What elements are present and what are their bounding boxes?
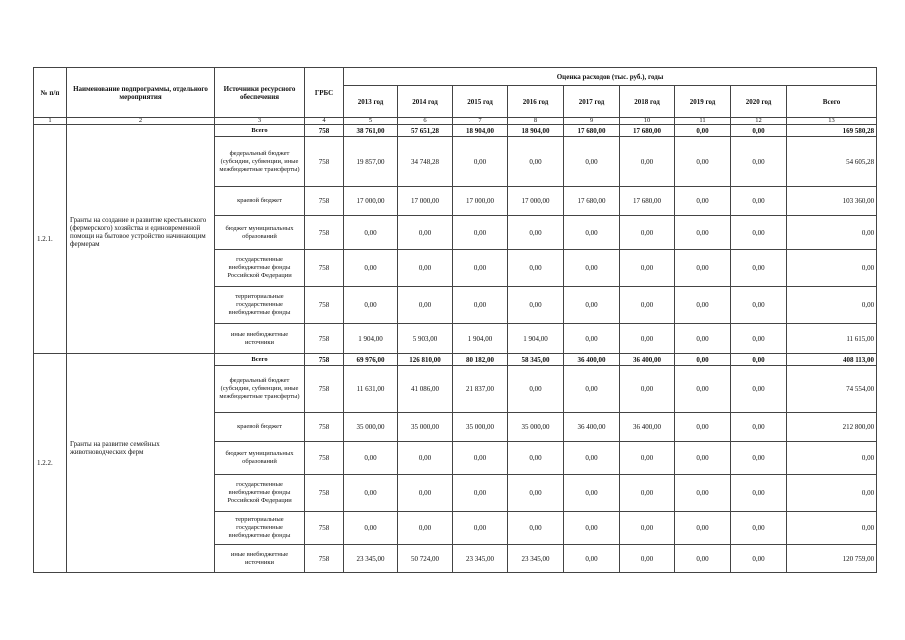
year-value: 41 086,00 <box>398 366 453 413</box>
header-year: 2014 год <box>398 86 453 118</box>
header-no: № п/п <box>34 68 67 118</box>
total-value: 54 605,28 <box>787 137 877 187</box>
year-value: 19 857,00 <box>344 137 398 187</box>
year-value: 36 400,00 <box>564 413 620 442</box>
funding-source: Всего <box>215 354 305 366</box>
column-index: 8 <box>508 118 564 125</box>
year-value: 0,00 <box>453 216 508 250</box>
year-value: 0,00 <box>731 545 787 573</box>
year-value: 0,00 <box>731 442 787 475</box>
year-value: 0,00 <box>675 187 731 216</box>
year-value: 126 810,00 <box>398 354 453 366</box>
year-value: 0,00 <box>398 216 453 250</box>
funding-source: федеральный бюджет (субсидии, субвенции, иные межбюджетные трансферты) <box>215 366 305 413</box>
grbs-code: 758 <box>305 125 344 137</box>
column-index: 4 <box>305 118 344 125</box>
year-value: 0,00 <box>398 512 453 545</box>
year-value: 35 000,00 <box>344 413 398 442</box>
column-index: 1 <box>34 118 67 125</box>
header-year: 2017 год <box>564 86 620 118</box>
table-row <box>34 125 877 137</box>
year-value: 57 651,28 <box>398 125 453 137</box>
header-year: 2019 год <box>675 86 731 118</box>
year-value: 0,00 <box>453 137 508 187</box>
year-value: 0,00 <box>731 187 787 216</box>
year-value: 0,00 <box>564 475 620 512</box>
year-value: 35 000,00 <box>508 413 564 442</box>
year-value: 5 903,00 <box>398 324 453 354</box>
year-value: 17 680,00 <box>564 125 620 137</box>
year-value: 0,00 <box>398 250 453 287</box>
year-value: 0,00 <box>620 475 675 512</box>
column-index: 6 <box>398 118 453 125</box>
year-value: 0,00 <box>508 442 564 475</box>
total-value: 103 360,00 <box>787 187 877 216</box>
year-value: 0,00 <box>564 250 620 287</box>
funding-source: краевой бюджет <box>215 187 305 216</box>
year-value: 0,00 <box>731 287 787 324</box>
grbs-code: 758 <box>305 545 344 573</box>
year-value: 0,00 <box>675 250 731 287</box>
year-value: 17 000,00 <box>453 187 508 216</box>
year-value: 0,00 <box>675 442 731 475</box>
year-value: 0,00 <box>675 545 731 573</box>
year-value: 1 904,00 <box>508 324 564 354</box>
header-year: Всего <box>787 86 877 118</box>
year-value: 0,00 <box>508 366 564 413</box>
year-value: 0,00 <box>620 442 675 475</box>
grbs-code: 758 <box>305 354 344 366</box>
header-year: 2013 год <box>344 86 398 118</box>
total-value: 212 800,00 <box>787 413 877 442</box>
item-number: 1.2.1. <box>34 125 67 354</box>
column-index: 7 <box>453 118 508 125</box>
year-value: 0,00 <box>564 442 620 475</box>
year-value: 0,00 <box>675 287 731 324</box>
funding-source: иные внебюджетные источники <box>215 324 305 354</box>
total-value: 0,00 <box>787 216 877 250</box>
year-value: 0,00 <box>564 216 620 250</box>
grbs-code: 758 <box>305 475 344 512</box>
grbs-code: 758 <box>305 287 344 324</box>
year-value: 17 000,00 <box>398 187 453 216</box>
funding-source: Всего <box>215 125 305 137</box>
column-index: 2 <box>67 118 215 125</box>
year-value: 0,00 <box>620 545 675 573</box>
year-value: 0,00 <box>453 442 508 475</box>
year-value: 0,00 <box>675 216 731 250</box>
year-value: 0,00 <box>564 287 620 324</box>
year-value: 0,00 <box>675 475 731 512</box>
grbs-code: 758 <box>305 137 344 187</box>
year-value: 0,00 <box>508 475 564 512</box>
year-value: 0,00 <box>731 250 787 287</box>
year-value: 0,00 <box>508 287 564 324</box>
funding-source: краевой бюджет <box>215 413 305 442</box>
year-value: 0,00 <box>675 137 731 187</box>
year-value: 80 182,00 <box>453 354 508 366</box>
grbs-code: 758 <box>305 442 344 475</box>
year-value: 0,00 <box>675 366 731 413</box>
year-value: 36 400,00 <box>620 413 675 442</box>
year-value: 36 400,00 <box>620 354 675 366</box>
year-value: 0,00 <box>675 125 731 137</box>
column-index: 13 <box>787 118 877 125</box>
year-value: 0,00 <box>731 125 787 137</box>
table-row <box>34 354 877 366</box>
year-value: 50 724,00 <box>398 545 453 573</box>
year-value: 0,00 <box>731 354 787 366</box>
year-value: 0,00 <box>508 216 564 250</box>
year-value: 0,00 <box>344 216 398 250</box>
year-value: 0,00 <box>453 250 508 287</box>
funding-source: бюджет муниципальных образований <box>215 442 305 475</box>
item-name: Гранты на создание и развитие крестьянского (фермерского) хозяйства и единовременной помощи на бытовое устройство начинающим фермерам <box>67 125 215 354</box>
year-value: 0,00 <box>398 287 453 324</box>
year-value: 0,00 <box>564 324 620 354</box>
column-index: 11 <box>675 118 731 125</box>
funding-source: иные внебюджетные источники <box>215 545 305 573</box>
year-value: 0,00 <box>398 442 453 475</box>
year-value: 17 680,00 <box>620 125 675 137</box>
year-value: 58 345,00 <box>508 354 564 366</box>
year-value: 0,00 <box>675 512 731 545</box>
year-value: 21 837,00 <box>453 366 508 413</box>
year-value: 0,00 <box>508 512 564 545</box>
header-year: 2016 год <box>508 86 564 118</box>
year-value: 38 761,00 <box>344 125 398 137</box>
grbs-code: 758 <box>305 187 344 216</box>
year-value: 17 680,00 <box>564 187 620 216</box>
funding-source: государственные внебюджетные фонды Российской Федерации <box>215 475 305 512</box>
column-index: 12 <box>731 118 787 125</box>
year-value: 0,00 <box>453 287 508 324</box>
total-value: 0,00 <box>787 287 877 324</box>
total-value: 11 615,00 <box>787 324 877 354</box>
funding-source: территориальные государственные внебюджетные фонды <box>215 512 305 545</box>
grbs-code: 758 <box>305 324 344 354</box>
year-value: 0,00 <box>508 137 564 187</box>
year-value: 0,00 <box>620 512 675 545</box>
year-value: 18 904,00 <box>453 125 508 137</box>
year-value: 17 680,00 <box>620 187 675 216</box>
year-value: 69 976,00 <box>344 354 398 366</box>
expenditure-table <box>33 67 877 573</box>
year-value: 23 345,00 <box>508 545 564 573</box>
column-index: 5 <box>344 118 398 125</box>
header-source: Источники ресурсного обеспечения <box>215 68 305 118</box>
header-name: Наименование подпрограммы, отдельного мероприятия <box>67 68 215 118</box>
year-value: 23 345,00 <box>344 545 398 573</box>
year-value: 0,00 <box>675 354 731 366</box>
total-value: 0,00 <box>787 512 877 545</box>
year-value: 0,00 <box>675 324 731 354</box>
year-value: 0,00 <box>675 413 731 442</box>
total-value: 0,00 <box>787 250 877 287</box>
grbs-code: 758 <box>305 366 344 413</box>
column-index: 9 <box>564 118 620 125</box>
year-value: 1 904,00 <box>344 324 398 354</box>
year-value: 0,00 <box>508 250 564 287</box>
column-index: 3 <box>215 118 305 125</box>
year-value: 0,00 <box>620 216 675 250</box>
grbs-code: 758 <box>305 413 344 442</box>
year-value: 0,00 <box>344 475 398 512</box>
year-value: 36 400,00 <box>564 354 620 366</box>
year-value: 34 748,28 <box>398 137 453 187</box>
funding-source: бюджет муниципальных образований <box>215 216 305 250</box>
year-value: 0,00 <box>620 324 675 354</box>
header-year: 2020 год <box>731 86 787 118</box>
total-value: 0,00 <box>787 475 877 512</box>
funding-source: государственные внебюджетные фонды Российской Федерации <box>215 250 305 287</box>
year-value: 1 904,00 <box>453 324 508 354</box>
year-value: 0,00 <box>731 413 787 442</box>
year-value: 17 000,00 <box>508 187 564 216</box>
funding-source: федеральный бюджет (субсидии, субвенции, иные межбюджетные трансферты) <box>215 137 305 187</box>
grbs-code: 758 <box>305 216 344 250</box>
year-value: 0,00 <box>344 287 398 324</box>
year-value: 17 000,00 <box>344 187 398 216</box>
year-value: 0,00 <box>620 366 675 413</box>
item-number: 1.2.2. <box>34 354 67 573</box>
year-value: 0,00 <box>453 512 508 545</box>
year-value: 0,00 <box>731 366 787 413</box>
header-year: 2015 год <box>453 86 508 118</box>
year-value: 18 904,00 <box>508 125 564 137</box>
grbs-code: 758 <box>305 250 344 287</box>
column-index: 10 <box>620 118 675 125</box>
year-value: 0,00 <box>344 250 398 287</box>
total-value: 169 580,28 <box>787 125 877 137</box>
year-value: 0,00 <box>731 324 787 354</box>
total-value: 120 759,00 <box>787 545 877 573</box>
year-value: 0,00 <box>564 545 620 573</box>
year-value: 0,00 <box>731 512 787 545</box>
year-value: 0,00 <box>453 475 508 512</box>
total-value: 408 113,00 <box>787 354 877 366</box>
total-value: 74 554,00 <box>787 366 877 413</box>
header-grbs: ГРБС <box>305 68 344 118</box>
header-year: 2018 год <box>620 86 675 118</box>
item-name: Гранты на развитие семейных животноводческих ферм <box>67 354 215 573</box>
funding-source: территориальные государственные внебюджетные фонды <box>215 287 305 324</box>
header-estimate: Оценка расходов (тыс. руб.), годы <box>344 68 877 86</box>
year-value: 0,00 <box>344 512 398 545</box>
year-value: 0,00 <box>564 137 620 187</box>
year-value: 0,00 <box>564 366 620 413</box>
year-value: 0,00 <box>731 216 787 250</box>
year-value: 0,00 <box>398 475 453 512</box>
total-value: 0,00 <box>787 442 877 475</box>
year-value: 0,00 <box>620 250 675 287</box>
year-value: 23 345,00 <box>453 545 508 573</box>
year-value: 11 631,00 <box>344 366 398 413</box>
year-value: 35 000,00 <box>453 413 508 442</box>
grbs-code: 758 <box>305 512 344 545</box>
year-value: 0,00 <box>564 512 620 545</box>
year-value: 0,00 <box>344 442 398 475</box>
year-value: 0,00 <box>620 287 675 324</box>
year-value: 35 000,00 <box>398 413 453 442</box>
year-value: 0,00 <box>731 137 787 187</box>
year-value: 0,00 <box>620 137 675 187</box>
year-value: 0,00 <box>731 475 787 512</box>
